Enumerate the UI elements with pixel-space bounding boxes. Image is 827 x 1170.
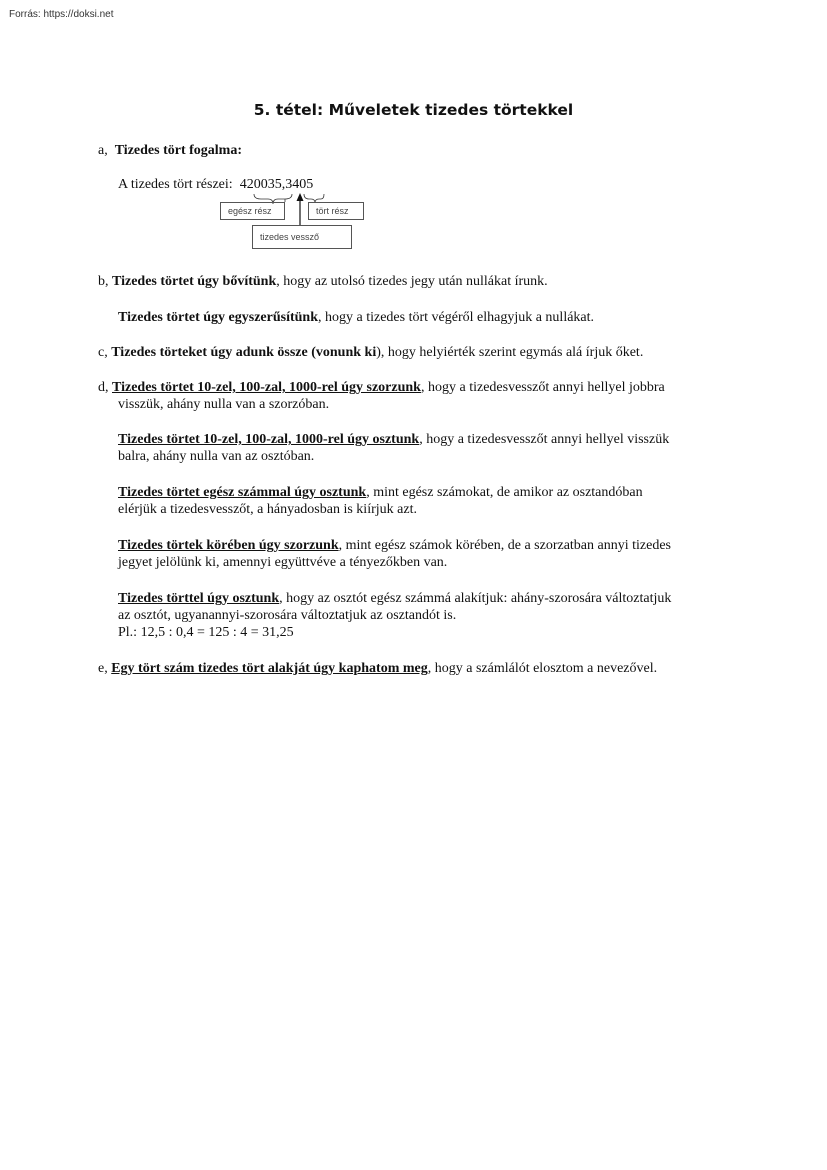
section-d-item4-line2: jegyet jelölünk ki, amennyi együttvéve a tényezőkben van. <box>118 555 448 570</box>
extend-rule-text: , hogy az utolsó tizedes jegy után nullákat írunk. <box>276 274 548 289</box>
section-a-prefix: a, <box>98 143 108 158</box>
section-d-item3-line2: elérjük a tizedesvesszőt, a hányadosban is kiírjuk azt. <box>118 502 417 517</box>
decimal-parts-label: A tizedes tört részei: <box>118 177 233 192</box>
addition-rule-bold: Tizedes törteket úgy adunk össze (vonunk ki <box>111 345 377 360</box>
simplify-rule-text: , hogy a tizedes tört végéről elhagyjuk a nullákat. <box>318 310 595 325</box>
multiply-power-rule-text: , hogy a tizedesvesszőt annyi hellyel jobbra <box>420 380 665 395</box>
section-d-item2-line2: balra, ahány nulla van az osztóban. <box>118 449 315 464</box>
multiply-decimal-rule-bold: Tizedes törtek körében úgy szorzunk <box>118 538 339 553</box>
addition-rule-text: ), hogy helyiérték szerint egymás alá írjuk őket. <box>376 345 644 360</box>
section-d-item5-line1 <box>118 590 671 607</box>
decimal-parts-diagram <box>0 0 827 260</box>
source-label: Forrás: https://doksi.net <box>9 9 114 20</box>
decimal-comma-box: tizedes vessző <box>252 225 352 249</box>
section-b-line2 <box>118 309 594 326</box>
division-example: Pl.: 12,5 : 0,4 = 125 : 4 = 31,25 <box>118 625 294 640</box>
whole-part-box: egész rész <box>220 202 285 220</box>
multiply-power-rule-bold: Tizedes törtet 10-zel, 100-zal, 1000-rel úgy szorzunk <box>112 380 421 395</box>
section-d-item1-line1 <box>98 379 665 396</box>
divide-power-rule-bold: Tizedes törtet 10-zel, 100-zal, 1000-rel úgy osztunk <box>118 432 420 447</box>
section-e <box>98 660 657 677</box>
section-b-line1 <box>98 273 548 290</box>
section-d-item3-line1 <box>118 484 643 501</box>
section-a-title: Tizedes tört fogalma: <box>114 143 242 158</box>
section-d-item2-line1 <box>118 431 669 448</box>
fraction-to-decimal-rule-text: , hogy a számlálót elosztom a nevezővel. <box>427 661 658 676</box>
comma-arrow-head <box>297 193 304 201</box>
fraction-to-decimal-rule-bold: Egy tört szám tizedes tört alakját úgy kaphatom meg <box>111 661 428 676</box>
section-d-item5-line2: az osztót, ugyanannyi-szorosára változtatjuk az osztandót is. <box>118 608 457 623</box>
divide-decimal-rule-text: , hogy az osztót egész számmá alakítjuk: ahány-szorosára változtatjuk <box>279 591 672 606</box>
section-b-prefix: b, <box>98 274 109 289</box>
section-d-item4-line1 <box>118 537 671 554</box>
divide-integer-rule-bold: Tizedes törtet egész számmal úgy osztunk <box>118 485 367 500</box>
example-number: 420035,3405 <box>239 177 314 192</box>
divide-integer-rule-text: , mint egész számokat, de amikor az osztandóban <box>366 485 643 500</box>
section-c-prefix: c, <box>98 345 108 360</box>
section-e-prefix: e, <box>98 661 108 676</box>
section-d-item1-line2: visszük, ahány nulla van a szorzóban. <box>118 397 330 412</box>
multiply-decimal-rule-text: , mint egész számok körében, de a szorzatban annyi tizedes <box>338 538 671 553</box>
fraction-part-box: tört rész <box>308 202 364 220</box>
extend-rule-bold: Tizedes törtet úgy bővítünk <box>112 274 277 289</box>
section-d-prefix: d, <box>98 380 109 395</box>
divide-decimal-rule-bold: Tizedes törttel úgy osztunk <box>118 591 280 606</box>
page-title: 5. tétel: Műveletek tizedes törtekkel <box>253 101 574 119</box>
simplify-rule-bold: Tizedes törtet úgy egyszerűsítünk <box>118 310 318 325</box>
section-c <box>98 344 643 361</box>
divide-power-rule-text: , hogy a tizedesvesszőt annyi hellyel visszük <box>419 432 670 447</box>
